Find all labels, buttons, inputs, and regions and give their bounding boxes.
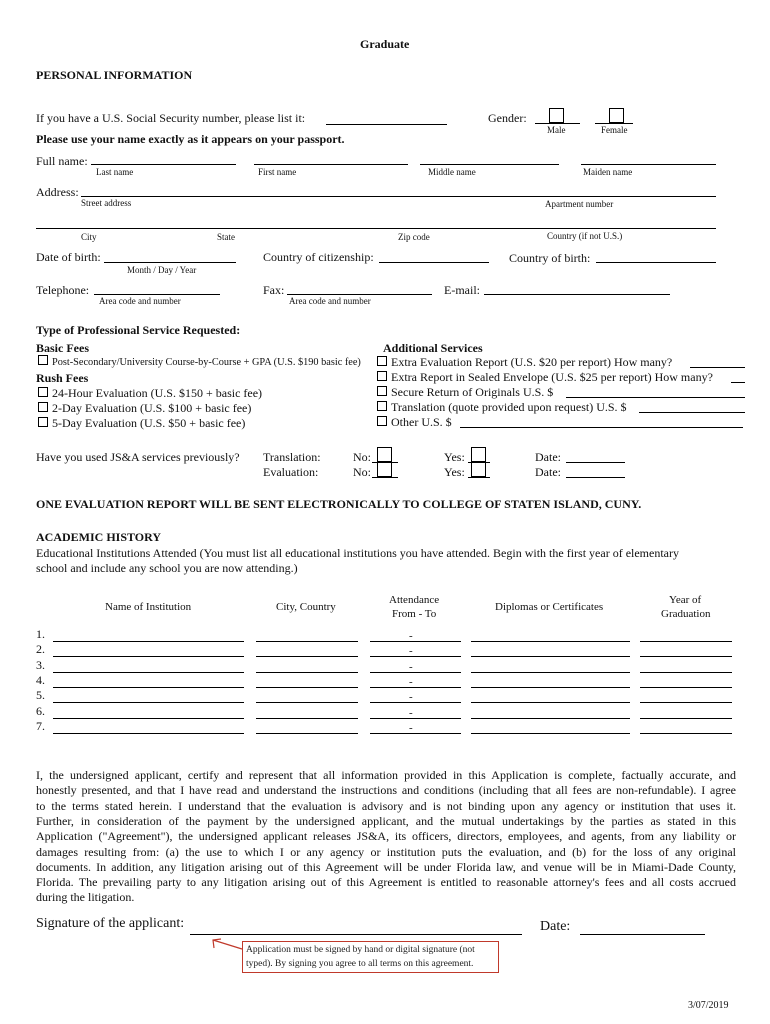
diploma-input[interactable] bbox=[471, 718, 630, 719]
certification-line: to the terms stated herein. I understand that the evaluation is advisory and is not binding upon any agency or institution that uses it. bbox=[36, 798, 736, 813]
city-state-zip-input[interactable] bbox=[36, 228, 716, 229]
evaluation-date-input[interactable] bbox=[566, 477, 625, 478]
certification-line: damages resulting from: (a) the use to which I or any agency or institution puts the evaluation, and (b) for the loss of any original bbox=[36, 844, 736, 859]
translation-date-label: Date: bbox=[535, 450, 561, 464]
maiden-name-caption: Maiden name bbox=[583, 167, 633, 177]
ssn-input[interactable] bbox=[326, 124, 447, 125]
last-name-input[interactable] bbox=[91, 164, 236, 165]
male-label: Male bbox=[547, 125, 566, 135]
graduation-year-input[interactable] bbox=[640, 672, 732, 673]
city-country-input[interactable] bbox=[256, 718, 358, 719]
city-country-input[interactable] bbox=[256, 656, 358, 657]
additional-option-return[interactable]: Secure Return of Originals U.S. $ bbox=[377, 385, 553, 400]
attendance-input[interactable] bbox=[370, 641, 461, 642]
previous-question: Have you used JS&A services previously? bbox=[36, 450, 240, 464]
gender-label: Gender: bbox=[488, 111, 527, 125]
email-input[interactable] bbox=[484, 294, 670, 295]
attendance-dash: - bbox=[409, 630, 413, 642]
maiden-name-input[interactable] bbox=[581, 164, 716, 165]
attendance-input[interactable] bbox=[370, 733, 461, 734]
sealed-count-input[interactable] bbox=[731, 382, 745, 383]
footer-date: 3/07/2019 bbox=[688, 1000, 729, 1011]
dob-input[interactable] bbox=[104, 262, 236, 263]
rush-option-2day[interactable]: 2-Day Evaluation (U.S. $100 + basic fee) bbox=[38, 401, 251, 416]
citizenship-input[interactable] bbox=[379, 262, 489, 263]
basic-fee-option[interactable]: Post-Secondary/University Course-by-Course + GPA (U.S. $190 basic fee) bbox=[38, 355, 361, 368]
telephone-input[interactable] bbox=[94, 294, 220, 295]
checkbox-icon[interactable] bbox=[377, 356, 387, 366]
middle-name-input[interactable] bbox=[420, 164, 559, 165]
diploma-input[interactable] bbox=[471, 733, 630, 734]
rush-option-5day[interactable]: 5-Day Evaluation (U.S. $50 + basic fee) bbox=[38, 416, 245, 431]
telephone-label: Telephone: bbox=[36, 283, 90, 297]
additional-services-heading: Additional Services bbox=[383, 341, 483, 355]
birth-country-input[interactable] bbox=[596, 262, 716, 263]
evaluation-no-checkbox[interactable] bbox=[377, 462, 392, 477]
evaluation-label: Evaluation: bbox=[263, 465, 319, 479]
signature-instruction-note: Application must be signed by hand or digital signature (not typed). By signing you agree to all terms on this agreement. bbox=[242, 941, 499, 973]
graduation-year-input[interactable] bbox=[640, 733, 732, 734]
services-heading: Type of Professional Service Requested: bbox=[36, 323, 241, 337]
checkbox-icon[interactable] bbox=[377, 416, 387, 426]
evaluation-date-label: Date: bbox=[535, 465, 561, 479]
certification-line: Application ("Agreement"), the undersigned applicant releases JS&A, its officers, directors, employees, and agents, from any liability or bbox=[36, 829, 736, 844]
fax-input[interactable] bbox=[287, 294, 432, 295]
male-underline bbox=[535, 123, 580, 124]
academic-heading: ACADEMIC HISTORY bbox=[36, 530, 162, 544]
graduation-year-input[interactable] bbox=[640, 656, 732, 657]
translation-date-input[interactable] bbox=[566, 462, 625, 463]
certification-line: Florida. The prevailing party to any litigation arising out of this Agreement is entitled to reasonable attorney's fees and all costs accrued bbox=[36, 875, 736, 890]
first-name-caption: First name bbox=[258, 167, 297, 177]
country-caption: Country (if not U.S.) bbox=[547, 231, 623, 241]
passport-note: Please use your name exactly as it appears on your passport. bbox=[36, 132, 345, 146]
rush-fees-heading: Rush Fees bbox=[36, 371, 89, 385]
extra-report-count-input[interactable] bbox=[690, 367, 745, 368]
col-header-year-of: Year of bbox=[669, 594, 702, 606]
signature-date-input[interactable] bbox=[580, 934, 705, 935]
attendance-input[interactable] bbox=[370, 656, 461, 657]
certification-line: Further, in consideration of the payment by the undersigned applicant, and the mutual undertakings by the parties as stated in this bbox=[36, 813, 736, 828]
col-header-attendance: Attendance bbox=[389, 594, 440, 606]
translation-no-checkbox[interactable] bbox=[377, 447, 392, 462]
col-header-graduation: Graduation bbox=[661, 608, 711, 620]
fullname-label: Full name: bbox=[36, 154, 88, 168]
city-country-input[interactable] bbox=[256, 641, 358, 642]
additional-option-extra-report[interactable]: Extra Evaluation Report (U.S. $20 per report) How many? bbox=[377, 355, 672, 370]
ssn-label: If you have a U.S. Social Security number, please list it: bbox=[36, 111, 306, 125]
attendance-dash: - bbox=[409, 661, 413, 673]
page-title: Graduate bbox=[360, 37, 410, 51]
institution-input[interactable] bbox=[53, 641, 244, 642]
last-name-caption: Last name bbox=[96, 167, 134, 177]
street-address-caption: Street address bbox=[81, 198, 132, 208]
dob-label: Date of birth: bbox=[36, 250, 101, 264]
certification-line: during the litigation. bbox=[36, 890, 135, 905]
state-caption: State bbox=[217, 232, 235, 242]
city-country-input[interactable] bbox=[256, 687, 358, 688]
institution-input[interactable] bbox=[53, 702, 244, 703]
checkbox-icon[interactable] bbox=[38, 387, 48, 397]
row-number: 6. bbox=[36, 704, 45, 718]
attendance-dash: - bbox=[409, 722, 413, 734]
row-number: 7. bbox=[36, 719, 45, 733]
evaluation-no-underline bbox=[372, 477, 398, 478]
city-country-input[interactable] bbox=[256, 672, 358, 673]
zip-caption: Zip code bbox=[398, 232, 430, 242]
rush-option-24h[interactable]: 24-Hour Evaluation (U.S. $150 + basic fee) bbox=[38, 386, 262, 401]
row-number: 1. bbox=[36, 627, 45, 641]
row-number: 5. bbox=[36, 688, 45, 702]
certification-line: honestly presented, and that I have read and understand the instructions and conditions (including that all fees are non-refundable). I agree bbox=[36, 783, 736, 798]
evaluation-no-label: No: bbox=[353, 465, 371, 479]
institution-input[interactable] bbox=[53, 733, 244, 734]
female-checkbox[interactable] bbox=[609, 108, 624, 123]
attendance-dash: - bbox=[409, 676, 413, 688]
other-amount-input[interactable] bbox=[460, 427, 743, 428]
attendance-input[interactable] bbox=[370, 718, 461, 719]
attendance-input[interactable] bbox=[370, 687, 461, 688]
attendance-input[interactable] bbox=[370, 672, 461, 673]
academic-intro-line2: school and include any school you are now attending.) bbox=[36, 561, 298, 575]
diploma-input[interactable] bbox=[471, 687, 630, 688]
citizenship-label: Country of citizenship: bbox=[263, 250, 374, 264]
row-number: 3. bbox=[36, 658, 45, 672]
evaluation-yes-label: Yes: bbox=[444, 465, 465, 479]
arrow-icon bbox=[210, 937, 244, 951]
graduation-year-input[interactable] bbox=[640, 718, 732, 719]
institution-input[interactable] bbox=[53, 687, 244, 688]
diploma-input[interactable] bbox=[471, 641, 630, 642]
first-name-input[interactable] bbox=[254, 164, 408, 165]
checkbox-icon[interactable] bbox=[377, 386, 387, 396]
translation-yes-checkbox[interactable] bbox=[471, 447, 486, 462]
col-header-city: City, Country bbox=[276, 601, 336, 613]
row-number: 4. bbox=[36, 673, 45, 687]
additional-option-other[interactable]: Other U.S. $ bbox=[377, 415, 452, 430]
checkbox-icon[interactable] bbox=[377, 371, 387, 381]
institution-input[interactable] bbox=[53, 718, 244, 719]
checkbox-icon[interactable] bbox=[377, 401, 387, 411]
middle-name-caption: Middle name bbox=[428, 167, 476, 177]
city-caption: City bbox=[81, 232, 97, 242]
attendance-dash: - bbox=[409, 707, 413, 719]
diploma-input[interactable] bbox=[471, 702, 630, 703]
return-amount-input[interactable] bbox=[566, 397, 745, 398]
additional-option-sealed[interactable]: Extra Report in Sealed Envelope (U.S. $25 per report) How many? bbox=[377, 370, 713, 385]
attendance-input[interactable] bbox=[370, 702, 461, 703]
dob-format-caption: Month / Day / Year bbox=[127, 265, 197, 275]
translation-no-label: No: bbox=[353, 450, 371, 464]
graduation-year-input[interactable] bbox=[640, 702, 732, 703]
translation-amount-input[interactable] bbox=[639, 412, 745, 413]
evaluation-yes-checkbox[interactable] bbox=[471, 462, 486, 477]
city-country-input[interactable] bbox=[256, 702, 358, 703]
diploma-input[interactable] bbox=[471, 656, 630, 657]
electronic-report-notice: ONE EVALUATION REPORT WILL BE SENT ELECTRONICALLY TO COLLEGE OF STATEN ISLAND, CUNY. bbox=[36, 497, 642, 511]
institution-input[interactable] bbox=[53, 656, 244, 657]
translation-label: Translation: bbox=[263, 450, 321, 464]
female-underline bbox=[595, 123, 633, 124]
institution-input[interactable] bbox=[53, 672, 244, 673]
female-label: Female bbox=[601, 125, 628, 135]
evaluation-yes-underline bbox=[468, 477, 490, 478]
signature-label: Signature of the applicant: bbox=[36, 916, 185, 931]
checkbox-icon[interactable] bbox=[38, 355, 48, 365]
row-number: 2. bbox=[36, 642, 45, 656]
city-country-input[interactable] bbox=[256, 733, 358, 734]
fax-caption: Area code and number bbox=[289, 296, 371, 306]
fax-label: Fax: bbox=[263, 283, 285, 297]
col-header-institution: Name of Institution bbox=[105, 601, 192, 613]
personal-info-heading: PERSONAL INFORMATION bbox=[36, 68, 193, 82]
checkbox-icon[interactable] bbox=[38, 417, 48, 427]
attendance-dash: - bbox=[409, 691, 413, 703]
col-header-from-to: From - To bbox=[392, 608, 437, 620]
graduation-year-input[interactable] bbox=[640, 687, 732, 688]
street-address-input[interactable] bbox=[81, 196, 716, 197]
email-label: E-mail: bbox=[444, 283, 480, 297]
attendance-dash: - bbox=[409, 645, 413, 657]
translation-yes-label: Yes: bbox=[444, 450, 465, 464]
signature-input[interactable] bbox=[190, 934, 522, 935]
apartment-caption: Apartment number bbox=[545, 199, 614, 209]
basic-fees-heading: Basic Fees bbox=[36, 341, 89, 355]
graduation-year-input[interactable] bbox=[640, 641, 732, 642]
checkbox-icon[interactable] bbox=[38, 402, 48, 412]
address-label: Address: bbox=[36, 185, 79, 199]
telephone-caption: Area code and number bbox=[99, 296, 181, 306]
certification-line: I, the undersigned applicant, certify and represent that all information provided in this Application is complete, factually accurate, and bbox=[36, 768, 736, 782]
signature-date-label: Date: bbox=[540, 919, 571, 934]
male-checkbox[interactable] bbox=[549, 108, 564, 123]
diploma-input[interactable] bbox=[471, 672, 630, 673]
birth-country-label: Country of birth: bbox=[509, 251, 591, 265]
col-header-diplomas: Diplomas or Certificates bbox=[495, 601, 604, 613]
additional-option-translation[interactable]: Translation (quote provided upon request) U.S. $ bbox=[377, 400, 627, 415]
certification-line: documents. In addition, any litigation arising out of this Agreement will be under Florida law, and venue will be in Miami-Dade County, bbox=[36, 859, 736, 874]
academic-intro-line1: Educational Institutions Attended (You must list all educational institutions you have attended. Begin with the first year of elementary bbox=[36, 546, 679, 560]
